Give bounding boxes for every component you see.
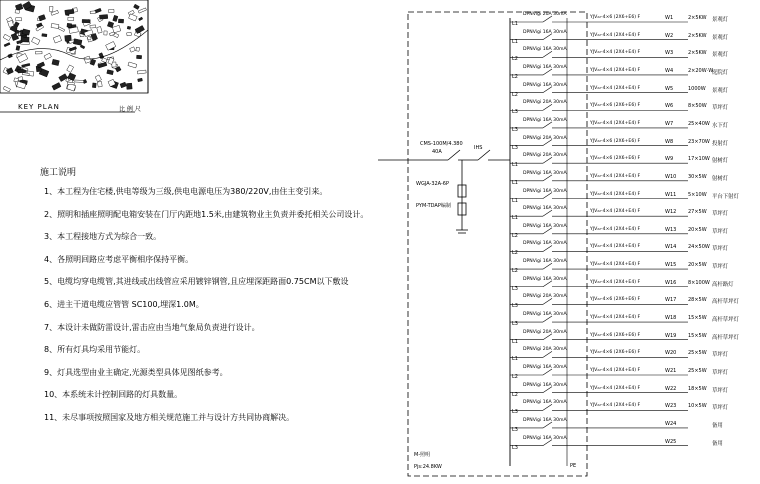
note-item: 1、本工程为住宅楼,供电等级为三级,供电电源电压为380/220V,由住主变引来。 [44,187,328,196]
circuit-load: 1000W [688,85,706,92]
circuit-use: 高杆草坪灯 [712,299,739,306]
circuit-breaker: DPNVigi 16A 30mA [523,276,567,282]
circuit-breaker: DPNVigi 16A 30mA [523,365,567,370]
circuit-breaker: DPNVigi 16A 30mA [523,435,567,441]
circuit-load: 23×70W [688,138,710,145]
circuit-id: W9 [665,156,674,163]
circuit-id: W1 [665,15,674,21]
circuit-phase: L3 [512,144,518,151]
circuit-cable: YJV₂₂-4×6 (2X6+E6) F [590,156,641,162]
circuit-cable: YJV₂₂-4×4 (2X4+E4) F [590,50,641,56]
circuit-phase: L3 [512,303,518,310]
circuit-use: 草坪灯 [712,405,729,412]
circuit-breaker: DPNVigi 16A 30mA [523,206,567,212]
circuit-load: 30×5W [688,173,707,180]
circuit-phase: L1 [512,162,518,169]
circuit-load: 15×5W [688,315,707,322]
note-item: 7、本设计未做防雷设计,雷击应由当地气象局负责进行设计。 [44,322,260,332]
circuit-id: W16 [665,279,677,286]
pe-label: PE [570,463,577,469]
circuit-cable: YJV₂₂-4×4 (2X4+E4) F [590,244,641,250]
circuit-cable: YJV₂₂-4×4 (2X4+E4) F [590,385,641,391]
circuit-load: 10×5W [688,403,707,410]
circuit-load: 20×5W [688,226,707,233]
circuit-cable: YJV₂₂-4×4 (2X4+E4) F [590,315,641,321]
circuit-id: W15 [665,262,677,269]
circuit-id: W4 [665,67,674,74]
circuit-phase: L1 [512,21,518,27]
circuit-id: W5 [665,85,674,92]
circuit-breaker: DPNVigi 16A 30mA [523,259,567,265]
circuit-load: 2×5KW [688,15,707,21]
circuit-load: 18×5W [688,385,707,392]
circuit-cable: YJV₂₂-4×4 (2X4+E4) F [590,85,641,91]
circuit-breaker: DPNVigi 16A 30mA [523,382,567,388]
circuit-use: 景观灯 [712,52,729,59]
circuit-load: 2×5KW [688,50,707,57]
note-item: 6、进主干道电缆应管管 SC100,埋深1.0M。 [44,300,204,309]
circuit-cable: YJV₂₂-4×4 (2X4+E4) F [590,32,641,38]
circuit-use: 投射灯 [712,140,729,147]
circuit-breaker: DPNVigi 16A 30mA [523,241,567,247]
circuit-use: 水下灯 [712,122,729,129]
circuit-cable: YJV₂₂-4×4 (2X4+E4) F [590,403,641,409]
circuit-use: 高杆草坪灯 [712,317,739,324]
circuit-load: 17×10W [688,156,710,163]
circuit-id: W22 [665,385,677,392]
circuit-breaker: DPNVigi 16A 30mA [523,312,567,318]
circuit-cable: YJV₂₂-4×6 (2X6+E6) F [590,297,641,303]
box-id: M-照明 [414,452,431,458]
circuit-breaker: DPNVigi 16A 30mA [523,223,567,229]
circuit-phase: L2 [512,91,518,98]
circuit-load: 28×5W [688,297,707,304]
circuit-cable: YJV₂₂-4×6 (2X6+E6) F [590,350,641,356]
circuit-use: 备用 [712,422,723,429]
main-breaker-current: 40A [432,149,442,155]
note-item: 8、所有灯具均采用节能灯。 [44,345,146,355]
circuit-id: W23 [665,403,677,410]
circuit-phase: L2 [512,232,518,239]
circuit-load: 5×10W [688,191,707,198]
circuit-cable: YJV₂₂-4×4 (2X4+E4) F [590,67,641,73]
circuit-phase: L1 [512,179,518,186]
circuit-use: 景观灯 [712,87,729,94]
circuit-load: 25×40W [688,120,710,127]
circuit-breaker: DPNVigi 16A 30mA [523,64,567,70]
circuit-load: 25×5W [688,350,707,357]
circuit-breaker: DPNVigi 16A 30mA [523,29,567,35]
meter-label: WGJA-32A-6P [416,181,449,187]
circuit-breaker: DPNVigi 16A 30mA [523,417,567,423]
circuit-phase: L2 [512,56,518,63]
circuit-use: 高杆草坪灯 [712,334,739,341]
circuit-cable: YJV₂₂-4×6 (2X6+E6) F [590,138,641,144]
circuit-phase: L3 [512,321,518,328]
switch-label: IHS [474,145,483,151]
circuit-load: 8×50W [688,103,707,110]
circuit-phase: L3 [512,285,518,292]
circuit-use: 景观灯 [712,34,729,41]
circuit-id: W21 [665,368,677,374]
circuit-breaker: DPNVigi 16A 30mA [523,47,567,53]
circuit-use: 草坪灯 [712,105,729,112]
circuit-phase: L3 [512,126,518,133]
circuit-use: 草坪灯 [712,264,729,271]
circuit-phase: L1 [512,338,518,345]
circuit-phase: L3 [512,109,518,116]
box-power: Pjs:24.8KW [414,464,442,470]
note-item: 11、未尽事项按照国家及地方相关规范施工并与设计方共同协商解决。 [44,413,295,422]
circuit-phase: L3 [512,426,518,433]
circuit-id: W24 [665,420,677,427]
circuit-phase: L1 [512,38,518,45]
circuit-phase: L1 [512,215,518,222]
circuit-load: 24×50W [688,244,710,251]
circuit-use: 射树灯 [712,158,729,165]
circuit-load: 2×5KW [688,32,707,39]
circuit-id: W2 [665,32,674,39]
circuit-cable: YJV₂₂-4×4 (2X4+E4) F [590,191,641,197]
circuit-use: 平台下射灯 [712,193,739,200]
circuit-breaker: DPNVigi 16A 30mA [523,117,567,123]
circuit-use: 草坪灯 [712,387,729,394]
circuit-phase: L2 [512,250,518,257]
circuit-cable: YJV₂₂-4×4 (2X4+E4) F [590,279,641,285]
circuit-load: 25×5W [688,368,707,374]
circuit-id: W18 [665,315,677,322]
circuit-breaker: DPNVigi 16A 30mA [523,400,567,406]
circuit-phase: L1 [512,356,518,363]
circuit-cable: YJV₂₂-4×6 (2X6+E6) F [590,103,641,109]
note-item: 4、各照明回路应考虑平衡相序保持平衡。 [44,254,194,264]
circuit-load: 2×20W·W [688,67,714,74]
circuit-phase: L1 [512,197,518,204]
circuit-breaker: DPNVigi 20A 30mA [523,347,567,353]
note-item: 10、本系统未计控制回路的灯具数量。 [44,390,183,400]
circuit-id: W25 [665,438,677,445]
circuit-load: 27×5W [688,209,707,216]
circuit-cable: YJV₂₂-4×4 (2X4+E4) F [590,173,641,179]
circuit-cable: YJV₂₂-4×6 (2X6+E6) F [590,332,641,338]
note-item: 9、灯具选型由业主确定,光源类型具体见图纸参考。 [44,367,228,377]
circuit-use: 草坪灯 [712,228,729,235]
circuit-cable: YJV₂₂-4×6 (2X6+E6) F [590,15,641,20]
key-plan-map [0,0,148,93]
circuit-load: 15×5W [688,332,707,339]
circuit-breaker: DPNVigi 16A 30mA [523,82,567,88]
circuit-use: 草坪灯 [712,370,729,376]
circuit-cable: YJV₂₂-4×4 (2X4+E4) F [590,120,641,126]
notes-title: 施工说明 [40,168,77,178]
circuit-id: W6 [665,103,674,110]
circuit-use: 高杆路灯 [712,281,734,288]
note-item: 3、本工程接地方式为综合一致。 [44,232,162,242]
circuit-breaker: DPNVigi 20A 30mA [523,153,567,159]
main-breaker-label: CMS-100M/4.380 [420,141,463,147]
circuit-use: 草坪灯 [712,211,729,218]
circuit-use: 庭院灯 [712,69,729,76]
circuit-breaker: DPNVigi 20A 30mA [523,12,567,17]
note-item: 2、照明和插座照明配电箱安装在门厅内距地1.5米,由建筑物业主负责并委托相关公司设计。 [44,209,369,219]
circuit-breaker: DPNVigi 20A 30mA [523,294,567,300]
ct-label: PYM-TDAP编制 [416,203,451,209]
circuit-use: 备用 [712,440,723,447]
circuit-cable: YJV₂₂-4×4 (2X4+E4) F [590,209,641,215]
key-plan-label: KEY PLAN [18,103,60,111]
circuit-phase: L3 [512,409,518,416]
circuit-phase: L2 [512,268,518,275]
circuit-id: W11 [665,191,677,198]
circuit-breaker: DPNVigi 16A 30mA [523,188,567,194]
circuit-id: W13 [665,226,677,233]
circuit-use: 景观灯 [712,17,729,23]
circuit-cable: YJV₂₂-4×4 (2X4+E4) F [590,226,641,232]
circuit-id: W7 [665,120,674,127]
circuit-load: 8×100W [688,279,710,286]
circuit-phase: L3 [512,444,518,451]
circuit-use: 草坪灯 [712,352,729,359]
circuit-use: 草坪灯 [712,246,729,253]
circuit-breaker: DPNVigi 20A 30mA [523,135,567,141]
circuit-id: W19 [665,332,677,339]
note-item: 5、电缆均穿电缆管,其进线或出线管应采用镀锌钢管,且应埋深距路面0.75CM以下敷设 [44,277,349,287]
circuit-use: 射树灯 [712,175,729,182]
circuit-breaker: DPNVigi 20A 30mA [523,100,567,106]
circuit-id: W3 [665,50,674,57]
circuit-id: W17 [665,297,677,304]
circuit-id: W14 [665,244,677,251]
incoming-feeder [378,150,510,233]
circuit-id: W10 [665,173,677,180]
circuit-breaker: DPNVigi 16A 30mA [523,170,567,176]
circuit-phase: L2 [512,374,518,380]
circuit-phase: L2 [512,73,518,80]
circuit-load: 20×5W [688,262,707,269]
key-plan-scale: 比 例 尺 [119,106,141,113]
circuit-cable: YJV₂₂-4×4 (2X4+E4) F [590,262,641,268]
circuit-id: W12 [665,209,677,216]
circuit-id: W20 [665,350,677,357]
circuit-cable: YJV₂₂-4×4 (2X4+E4) F [590,368,641,373]
circuit-breaker: DPNVigi 20A 30mA [523,329,567,335]
circuit-id: W8 [665,138,674,145]
circuit-phase: L2 [512,391,518,398]
